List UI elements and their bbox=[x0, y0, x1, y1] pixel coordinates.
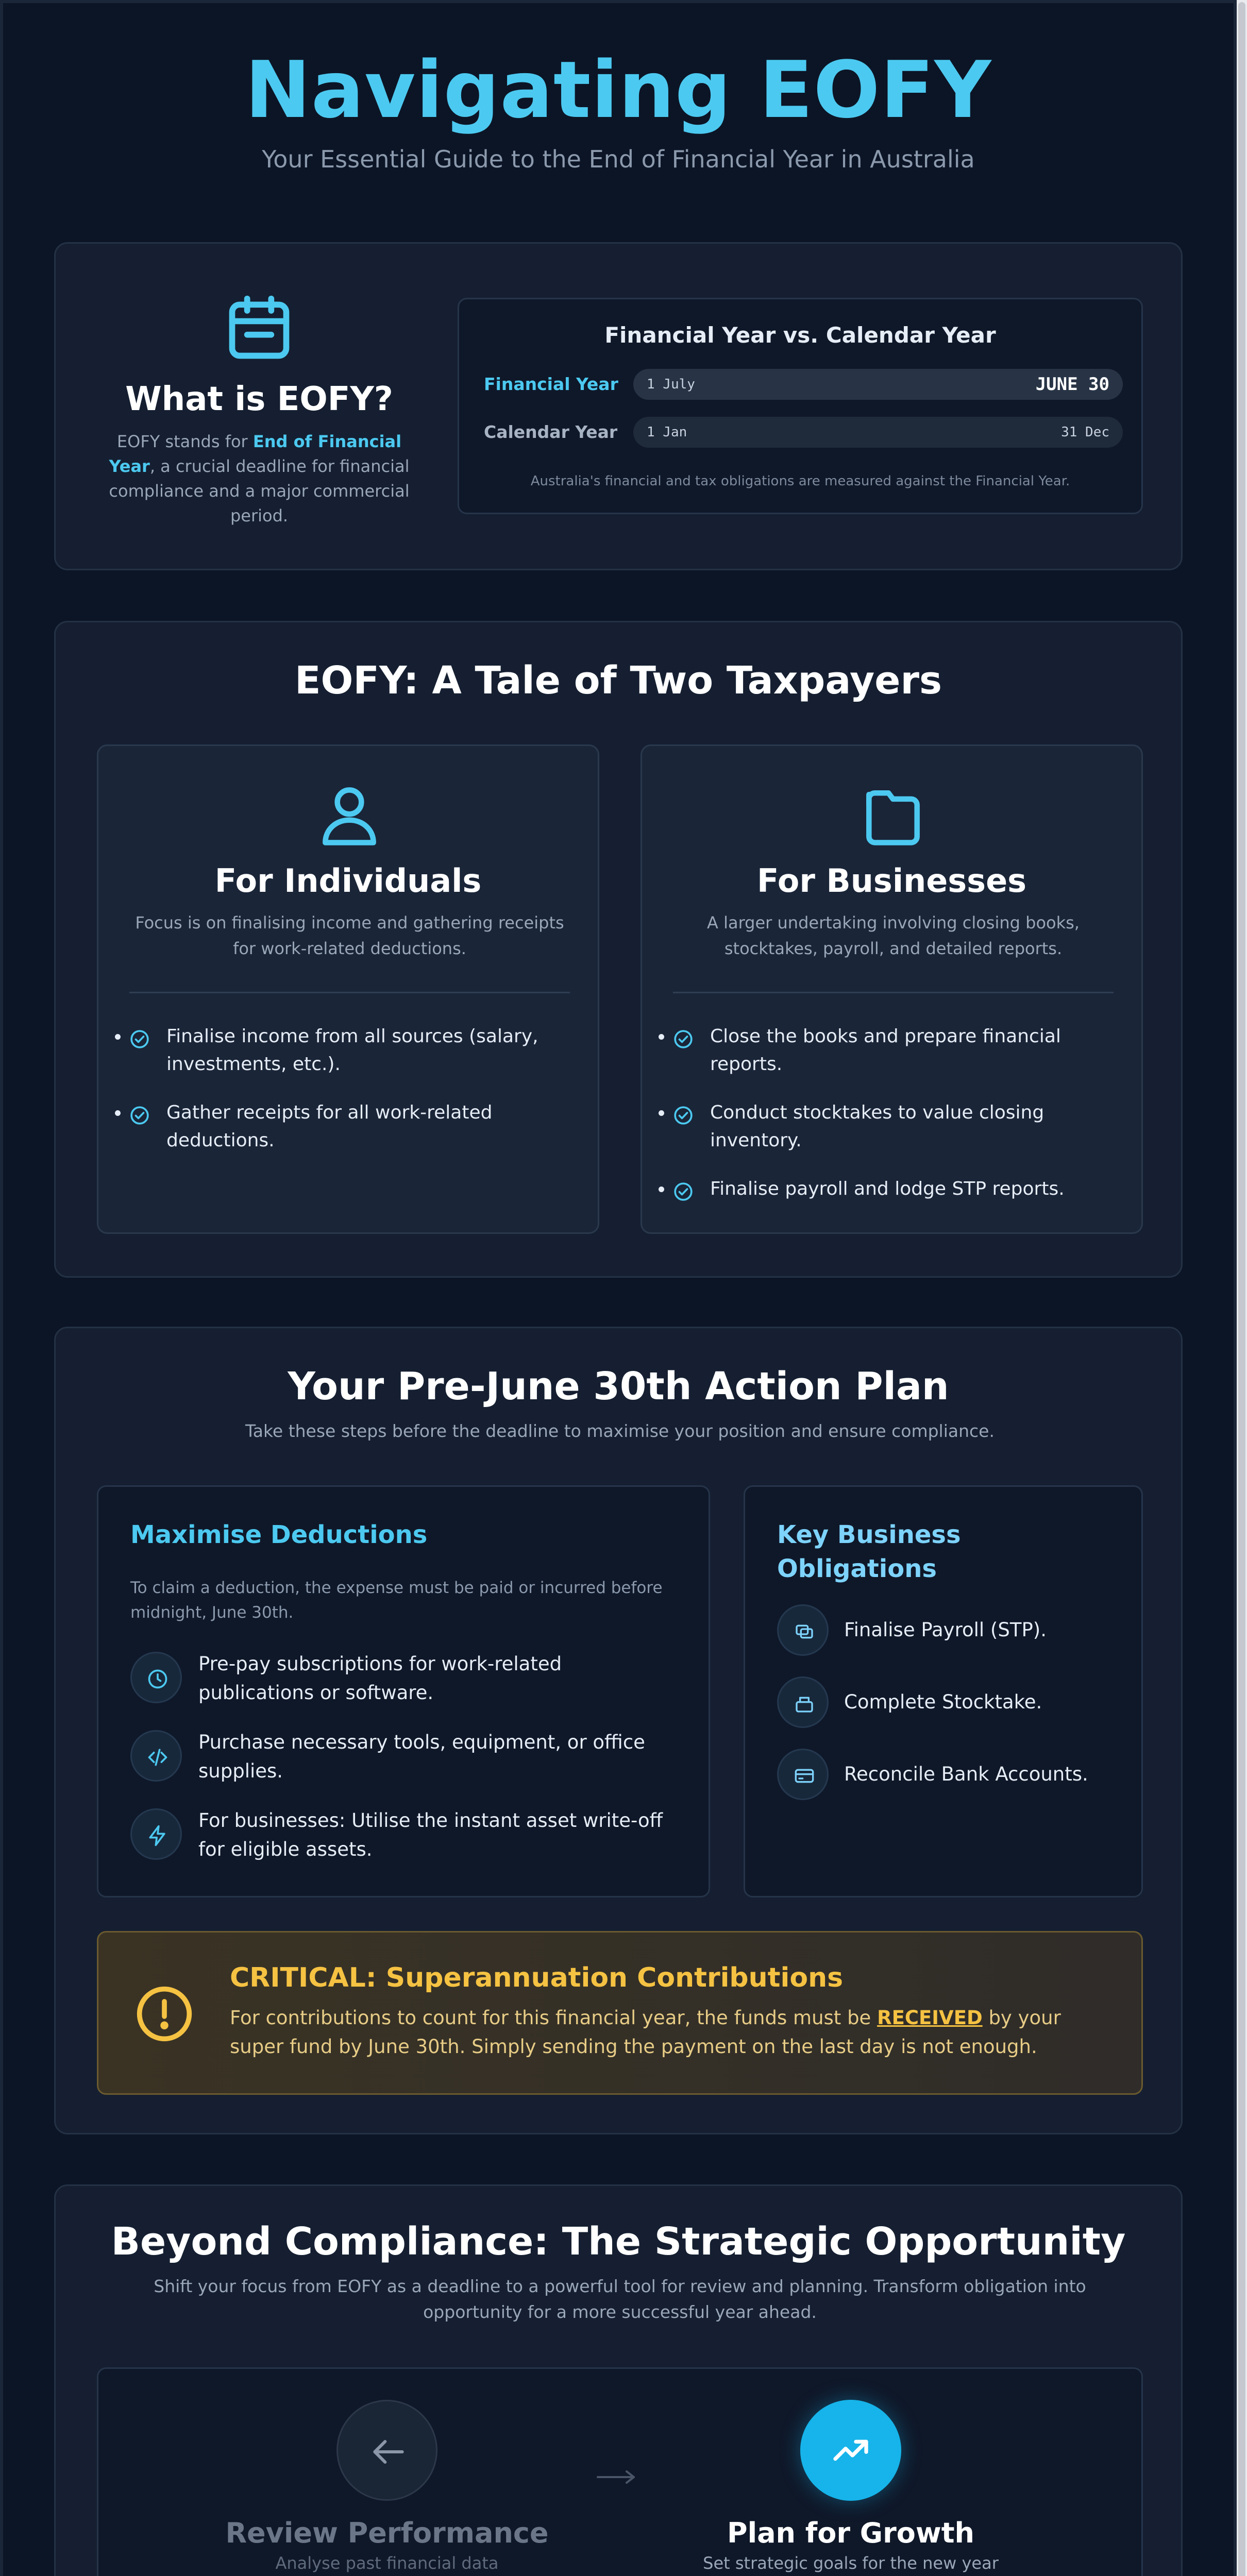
individuals-card bbox=[97, 744, 599, 1234]
checklist-item-text: Finalise income from all sources (salary, investments, etc.). bbox=[166, 1026, 538, 1075]
calendar-icon bbox=[223, 293, 295, 365]
maximise-deductions-box bbox=[97, 1485, 710, 1897]
what-is-eofy-section bbox=[54, 242, 1183, 570]
person-icon bbox=[313, 779, 385, 852]
obligation-item bbox=[777, 1749, 1127, 1800]
action-plan-subtitle: Take these steps before the deadline to maximise your position and ensure compliance. bbox=[245, 1421, 995, 1441]
review-plan-box bbox=[97, 2367, 1143, 2576]
clock-icon bbox=[146, 1668, 169, 1690]
strategic-opportunity-section bbox=[54, 2184, 1183, 2576]
eofy-desc-highlight: End of Financial Year bbox=[109, 432, 402, 476]
businesses-checklist bbox=[673, 1023, 1114, 1224]
check-circle-icon bbox=[673, 1105, 694, 1126]
checklist-item bbox=[129, 1099, 570, 1155]
financial-year-end: JUNE 30 bbox=[1035, 374, 1109, 395]
businesses-card bbox=[641, 744, 1143, 1234]
deduction-item-badge bbox=[130, 1730, 182, 1782]
obligations-title: Key Business Obligations bbox=[777, 1520, 961, 1583]
check-circle-icon bbox=[129, 1029, 150, 1049]
code-icon bbox=[146, 1746, 169, 1769]
eofy-desc-lead: EOFY stands for bbox=[116, 432, 253, 451]
trending-up-icon bbox=[830, 2430, 871, 2471]
box-icon bbox=[794, 1693, 815, 1714]
checklist-item bbox=[129, 1023, 570, 1078]
divider bbox=[129, 992, 570, 993]
lightning-icon bbox=[146, 1824, 169, 1847]
individuals-title: For Individuals bbox=[214, 862, 482, 900]
alert-text-lead: For contributions to count for this financial year, the funds must be bbox=[230, 2007, 878, 2029]
plan-title: Plan for Growth bbox=[727, 2517, 974, 2549]
arrow-left-icon bbox=[368, 2431, 409, 2472]
calendar-year-label: Calendar Year bbox=[484, 422, 618, 442]
superannuation-alert bbox=[97, 1931, 1143, 2095]
alert-emphasis: RECEIVED bbox=[877, 2007, 983, 2029]
businesses-title: For Businesses bbox=[756, 862, 1027, 900]
review-title: Review Performance bbox=[225, 2517, 549, 2549]
check-circle-icon bbox=[129, 1105, 150, 1126]
financial-year-label: Financial Year bbox=[484, 374, 618, 394]
alert-text bbox=[230, 2004, 1106, 2061]
scrollbar-thumb[interactable] bbox=[1238, 2, 1245, 2576]
card-icon bbox=[794, 1766, 815, 1786]
exclamation-icon bbox=[134, 1984, 194, 2044]
plan-step bbox=[670, 2400, 1031, 2573]
financial-year-bar bbox=[633, 369, 1123, 400]
obligation-item-text: Finalise Payroll (STP). bbox=[844, 1619, 1047, 1641]
obligation-item bbox=[777, 1604, 1127, 1656]
individuals-description: Focus is on finalising income and gathering receipts for work-related deductions. bbox=[135, 913, 564, 958]
deduction-item-badge bbox=[130, 1808, 182, 1860]
hero-header bbox=[0, 46, 1237, 173]
financial-year-row bbox=[484, 369, 1123, 400]
two-taxpayers-section bbox=[54, 621, 1183, 1278]
obligation-item-badge bbox=[777, 1676, 829, 1728]
obligation-item-badge bbox=[777, 1604, 829, 1656]
checklist-item bbox=[673, 1099, 1114, 1155]
checklist-item-text: Finalise payroll and lodge STP reports. bbox=[710, 1178, 1065, 1199]
eofy-description bbox=[105, 429, 414, 528]
deductions-title: Maximise Deductions bbox=[130, 1520, 428, 1549]
beyond-subtitle: Shift your focus from EOFY as a deadline to a powerful tool for review and planning. Transform obligation into opportunity for a more successful year ahead. bbox=[154, 2276, 1086, 2322]
scrollbar[interactable] bbox=[1237, 0, 1247, 2576]
deductions-description: To claim a deduction, the expense must be paid or incurred before midnight, June 30th. bbox=[130, 1579, 663, 1622]
review-badge bbox=[336, 2400, 437, 2501]
calendar-year-bar bbox=[633, 417, 1123, 448]
eofy-heading: What is EOFY? bbox=[125, 380, 393, 418]
check-circle-icon bbox=[673, 1181, 694, 1202]
key-obligations-box bbox=[744, 1485, 1143, 1897]
checklist-item bbox=[673, 1175, 1114, 1203]
checklist-item-text: Conduct stocktakes to value closing inventory. bbox=[710, 1102, 1044, 1151]
alert-title: CRITICAL: Superannuation Contributions bbox=[230, 1962, 844, 1993]
briefcase-icon bbox=[857, 779, 929, 852]
checklist-item-text: Close the books and prepare financial reports. bbox=[710, 1026, 1061, 1075]
arrow-right-icon bbox=[596, 2469, 637, 2485]
individuals-checklist bbox=[129, 1023, 570, 1175]
checklist-item bbox=[673, 1023, 1114, 1078]
calendar-year-end: 31 Dec bbox=[1061, 425, 1109, 440]
plan-description: Set strategic goals for the new year bbox=[703, 2553, 999, 2573]
obligation-item bbox=[777, 1676, 1127, 1728]
businesses-description: A larger undertaking involving closing books, stocktakes, payroll, and detailed reports. bbox=[707, 913, 1080, 958]
year-comparison-box bbox=[458, 298, 1143, 514]
page-title: Navigating EOFY bbox=[245, 44, 992, 135]
comparison-note: Australia's financial and tax obligations are measured against the Financial Year. bbox=[530, 473, 1070, 489]
deduction-item-badge bbox=[130, 1652, 182, 1703]
alert-text-tail: by your super fund by June 30th. Simply sending the payment on the last day is not enough. bbox=[230, 2007, 1061, 2058]
review-description: Analyse past financial data bbox=[275, 2553, 499, 2573]
beyond-heading: Beyond Compliance: The Strategic Opportunity bbox=[111, 2219, 1126, 2264]
payroll-icon bbox=[794, 1621, 815, 1642]
obligation-item-badge bbox=[777, 1749, 829, 1800]
deduction-item-text: Purchase necessary tools, equipment, or office supplies. bbox=[198, 1731, 645, 1782]
financial-year-start: 1 July bbox=[647, 377, 695, 392]
divider bbox=[673, 992, 1114, 993]
deduction-item-text: Pre-pay subscriptions for work-related publications or software. bbox=[198, 1653, 562, 1704]
action-plan-heading: Your Pre-June 30th Action Plan bbox=[288, 1364, 949, 1409]
calendar-year-row bbox=[484, 417, 1123, 448]
taxpayers-heading: EOFY: A Tale of Two Taxpayers bbox=[294, 658, 942, 703]
deduction-item-text: For businesses: Utilise the instant asset write-off for eligible assets. bbox=[198, 1809, 663, 1860]
plan-badge bbox=[800, 2400, 901, 2501]
eofy-desc-tail: , a crucial deadline for financial compliance and a major commercial period. bbox=[109, 456, 410, 526]
obligation-item-text: Complete Stocktake. bbox=[844, 1691, 1042, 1713]
check-circle-icon bbox=[673, 1029, 694, 1049]
review-step bbox=[207, 2400, 567, 2573]
checklist-item-text: Gather receipts for all work-related deductions. bbox=[166, 1102, 493, 1151]
calendar-year-start: 1 Jan bbox=[647, 425, 687, 440]
obligation-item-text: Reconcile Bank Accounts. bbox=[844, 1763, 1088, 1785]
comparison-title: Financial Year vs. Calendar Year bbox=[604, 323, 996, 348]
page-subtitle: Your Essential Guide to the End of Financial Year in Australia bbox=[262, 145, 975, 173]
action-plan-section bbox=[54, 1327, 1183, 2134]
